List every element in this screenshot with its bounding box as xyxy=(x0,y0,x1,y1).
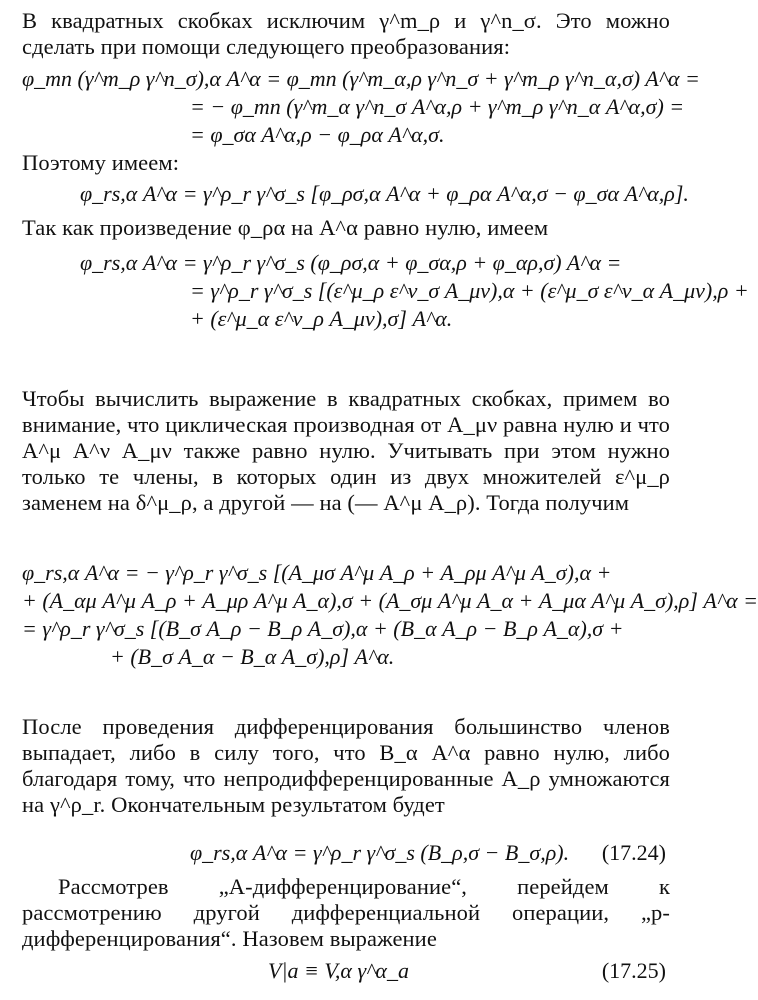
formula-expanded-line-4: + (B_σ A_α − B_α A_σ),ρ] A^α. xyxy=(110,644,395,669)
formula-transform-line-2: = − φ_mn (γ^m_α γ^n_σ A^α,ρ + γ^m_ρ γ^n_α A^α,σ) = xyxy=(190,94,685,119)
formula-cyclic-line-3: + (ε^μ_α ε^ν_ρ A_μν),σ] A^α. xyxy=(190,306,453,331)
formula-expanded-line-2: + (A_αμ A^μ A_ρ + A_μρ A^μ A_α),σ + (A_σμ A^μ A_α + A_μα A^μ A_σ),ρ] A^α = xyxy=(22,588,758,613)
paragraph-hence: Поэтому имеем: xyxy=(22,150,180,175)
paragraph-compute: Чтобы вычислить выражение в квадратных скобках, примем во внимание, что циклическая производная от A_μν равна нулю и что A^μ A^ν A_μν также равно нулю. Учитывать при этом нужно только те члены, в которых один из двух множителей ε^μ_ρ заменем на δ^μ_ρ, а другой — на (— A^μ A_ρ). Тогда получим xyxy=(22,386,670,515)
equation-number-17-25: (17.25) xyxy=(601,958,666,983)
paragraph-intro: В квадратных скобках исключим γ^m_ρ и γ^n_σ. Это можно сделать при помощи следующего преобразования: xyxy=(22,8,670,59)
paragraph-product-zero: Так как произведение φ_ρα на A^α равно нулю, имеем xyxy=(22,215,549,240)
formula-hence: φ_rs,α A^α = γ^ρ_r γ^σ_s [φ_ρσ,α A^α + φ_ρα A^α,σ − φ_σα A^α,ρ]. xyxy=(80,181,689,206)
formula-expanded-line-1: φ_rs,α A^α = − γ^ρ_r γ^σ_s [(A_μσ A^μ A_ρ + A_ρμ A^μ A_σ),α + xyxy=(22,560,612,585)
formula-17-25: V|a ≡ V,α γ^α_a xyxy=(268,958,409,983)
formula-cyclic-line-2: = γ^ρ_r γ^σ_s [(ε^μ_ρ ε^ν_σ A_μν),α + (ε^μ_σ ε^ν_α A_μν),ρ + xyxy=(190,278,749,303)
paragraph-after-differentiation: После проведения дифференцирования большинство членов выпадает, либо в силу того, что B_α A^α равно нулю, либо благодаря тому, что непродифференцированные A_ρ умножаются на γ^ρ_r. Окончательным результатом будет xyxy=(22,714,670,817)
formula-17-24: φ_rs,α A^α = γ^ρ_r γ^σ_s (B_ρ,σ − B_σ,ρ). xyxy=(190,840,570,865)
formula-transform-line-1: φ_mn (γ^m_ρ γ^n_σ),α A^α = φ_mn (γ^m_α,ρ γ^n_σ + γ^m_ρ γ^n_α,σ) A^α = xyxy=(22,66,700,91)
formula-expanded-line-3: = γ^ρ_r γ^σ_s [(B_σ A_ρ − B_ρ A_σ),α + (B_α A_ρ − B_ρ A_α),σ + xyxy=(22,616,624,641)
paragraph-p-differentiation: Рассмотрев „A-дифференцирование“, перейдем к рассмотрению другой дифференциальной операции, „p-дифференцирования“. Назовем выражение xyxy=(22,874,670,951)
formula-cyclic-line-1: φ_rs,α A^α = γ^ρ_r γ^σ_s (φ_ρσ,α + φ_σα,ρ + φ_αρ,σ) A^α = xyxy=(80,250,622,275)
equation-number-17-24: (17.24) xyxy=(601,840,666,865)
formula-transform-line-3: = φ_σα A^α,ρ − φ_ρα A^α,σ. xyxy=(190,122,445,147)
